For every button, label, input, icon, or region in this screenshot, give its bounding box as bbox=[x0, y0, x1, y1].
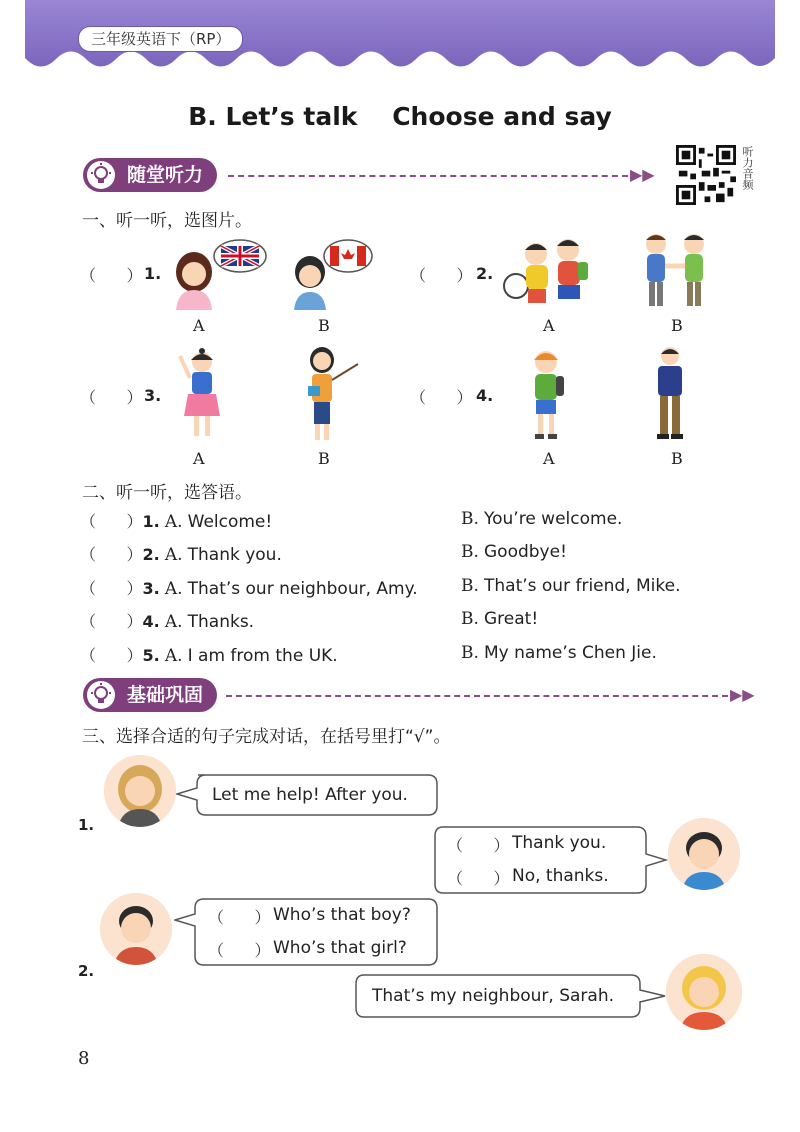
man-standing-illustration bbox=[642, 344, 698, 442]
option-a: Thanks. bbox=[187, 612, 255, 632]
part3-heading: 三、选择合适的句子完成对话，在括号里打“√”。 bbox=[82, 727, 451, 747]
lightbulb-icon bbox=[87, 681, 115, 709]
answer-blank[interactable]: （ ） bbox=[410, 266, 473, 285]
option-b: Great! bbox=[484, 609, 539, 629]
list-item bbox=[80, 643, 338, 666]
section-label: 基础巩固 bbox=[127, 684, 204, 706]
question-number: 3. bbox=[144, 386, 162, 405]
teacher-pointer-illustration bbox=[298, 344, 362, 442]
reply-option: No, thanks. bbox=[512, 866, 609, 886]
option-b: Goodbye! bbox=[484, 542, 567, 562]
option-label: B bbox=[671, 316, 683, 335]
option-label: A bbox=[193, 449, 205, 468]
question-number: 2. bbox=[142, 545, 160, 564]
boy-backpack-illustration bbox=[516, 346, 576, 442]
option-letter: B. bbox=[461, 609, 479, 629]
option-b-row bbox=[461, 609, 538, 629]
reply-option: Thank you. bbox=[512, 833, 607, 853]
answer-blank[interactable]: （ ） bbox=[80, 579, 143, 598]
answer-blank[interactable]: （ ） bbox=[80, 612, 143, 631]
boy-avatar bbox=[668, 818, 740, 890]
question-number: 2. bbox=[476, 264, 494, 283]
option-label: A bbox=[543, 316, 555, 335]
speech-text: Let me help! After you. bbox=[212, 785, 408, 805]
option-b-row bbox=[461, 643, 657, 663]
boy-avatar bbox=[100, 893, 172, 965]
question-number: 4. bbox=[476, 386, 494, 405]
question-option: Who’s that boy? bbox=[273, 905, 411, 925]
double-arrow-icon: ▶▶ bbox=[730, 685, 755, 704]
option-b-row bbox=[461, 576, 681, 596]
answer-blank[interactable]: （ ） bbox=[208, 941, 271, 960]
answer-blank[interactable]: （ ） bbox=[447, 869, 510, 888]
question-number: 4. bbox=[142, 612, 160, 631]
option-a: That’s our neighbour, Amy. bbox=[187, 579, 418, 599]
answer-blank[interactable]: （ ） bbox=[80, 512, 143, 531]
option-b-row bbox=[461, 509, 622, 529]
answer-blank[interactable]: （ ） bbox=[447, 836, 510, 855]
answer-blank[interactable]: （ ） bbox=[80, 545, 143, 564]
dialog-number: 2. bbox=[78, 962, 95, 980]
divider bbox=[228, 175, 628, 177]
question-number: 3. bbox=[142, 579, 160, 598]
double-arrow-icon: ▶▶ bbox=[630, 165, 655, 184]
question-number: 1. bbox=[142, 512, 160, 531]
option-letter: A. bbox=[164, 545, 183, 565]
answer-blank[interactable]: （ ） bbox=[80, 388, 143, 407]
speech-text: That’s my neighbour, Sarah. bbox=[372, 986, 615, 1006]
answer-blank[interactable]: （ ） bbox=[80, 266, 143, 285]
boys-handshake-illustration bbox=[632, 230, 722, 310]
answer-blank[interactable]: （ ） bbox=[80, 646, 143, 665]
option-a: Welcome! bbox=[187, 512, 273, 532]
boys-helping-illustration bbox=[502, 232, 602, 308]
divider bbox=[226, 695, 728, 697]
list-item bbox=[80, 609, 254, 632]
part1-heading: 一、听一听，选图片。 bbox=[82, 211, 252, 231]
dialog-number: 1. bbox=[78, 816, 95, 834]
qr-label: 听力音频 bbox=[741, 146, 754, 190]
option-letter: B. bbox=[461, 576, 479, 596]
list-item bbox=[80, 576, 418, 599]
option-letter: B. bbox=[461, 643, 479, 663]
option-letter: A. bbox=[164, 512, 183, 532]
option-letter: A. bbox=[164, 579, 183, 599]
option-label: A bbox=[193, 316, 205, 335]
girl-waving-illustration bbox=[172, 348, 232, 442]
part2-heading: 二、听一听，选答语。 bbox=[82, 483, 252, 503]
lightbulb-icon bbox=[87, 161, 115, 189]
woman-avatar bbox=[104, 755, 176, 827]
option-letter: B. bbox=[461, 542, 479, 562]
option-b: My name’s Chen Jie. bbox=[484, 643, 657, 663]
list-item bbox=[80, 542, 282, 565]
girl-avatar bbox=[666, 954, 742, 1030]
option-label: A bbox=[543, 449, 555, 468]
question-option: Who’s that girl? bbox=[273, 938, 407, 958]
option-letter: A. bbox=[164, 646, 183, 666]
option-b: That’s our friend, Mike. bbox=[484, 576, 681, 596]
question-number: 1. bbox=[144, 264, 162, 283]
girl-uk-flag-illustration bbox=[168, 238, 268, 310]
book-tag: 三年级英语下（RP） bbox=[78, 26, 243, 52]
page-number: 8 bbox=[78, 1048, 90, 1069]
section-label: 随堂听力 bbox=[127, 164, 204, 186]
option-b-row bbox=[461, 542, 567, 562]
boy-canada-flag-illustration bbox=[288, 238, 378, 310]
answer-blank[interactable]: （ ） bbox=[208, 908, 271, 927]
page-title: B. Let’s talk Choose and say bbox=[188, 102, 612, 131]
list-item bbox=[80, 509, 272, 532]
option-letter: B. bbox=[461, 509, 479, 529]
option-b: You’re welcome. bbox=[484, 509, 623, 529]
answer-blank[interactable]: （ ） bbox=[410, 388, 473, 407]
section-badge-basics bbox=[83, 678, 217, 712]
option-letter: A. bbox=[164, 612, 183, 632]
option-label: B bbox=[318, 316, 330, 335]
option-label: B bbox=[318, 449, 330, 468]
section-badge-listening bbox=[83, 158, 217, 192]
option-a: I am from the UK. bbox=[187, 646, 338, 666]
option-a: Thank you. bbox=[187, 545, 282, 565]
option-label: B bbox=[671, 449, 683, 468]
qr-code-icon[interactable] bbox=[676, 145, 736, 205]
question-number: 5. bbox=[142, 646, 160, 665]
